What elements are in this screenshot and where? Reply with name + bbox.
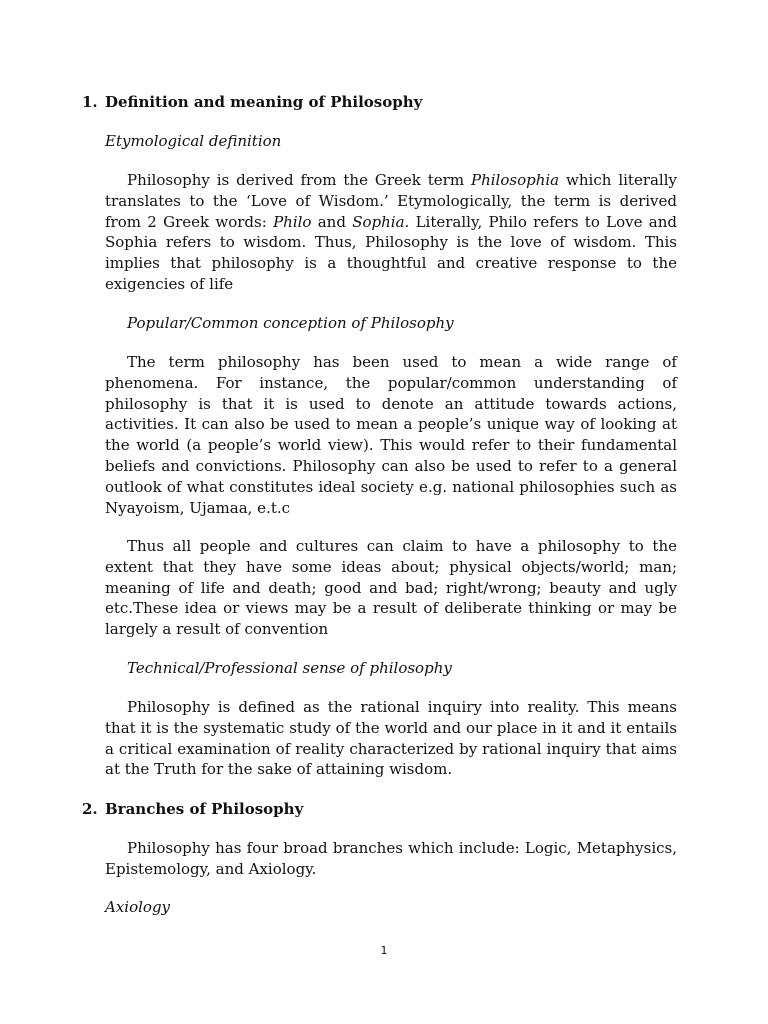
term-philosophia: Philosophia — [471, 171, 560, 189]
popular-paragraph-2: Thus all people and cultures can claim to have a philosophy to the extent that they have some ideas about; physical objects/world; man; meaning of life and death; good and bad; right/wrong; beauty and ugly etc.These idea or views may be a result of deliberate thinking or may be largely a result of convention — [105, 537, 677, 639]
popular-heading: Popular/Common conception of Philosophy — [127, 314, 454, 332]
etymological-heading: Etymological definition — [105, 132, 282, 150]
section-1-title: Definition and meaning of Philosophy — [105, 93, 423, 111]
section-1-number: 1. — [82, 93, 98, 111]
section-2-heading — [82, 799, 682, 819]
page-number: 1 — [380, 944, 388, 957]
etymological-text-1: Philosophy is derived from the Greek term — [127, 171, 471, 189]
section-2-number: 2. — [82, 800, 98, 818]
etymological-text-2: which literally translates to the ‘Love of Wisdom.’ Etymologically, the term is derived from 2 Greek words: — [105, 171, 678, 231]
section-2-title: Branches of Philosophy — [105, 800, 304, 818]
etymological-text-3: and — [311, 212, 353, 231]
branches-paragraph: Philosophy has four broad branches which include: Logic, Metaphysics, Epistemology, and Axiology. — [105, 839, 677, 878]
term-philo: Philo — [273, 212, 312, 231]
technical-heading: Technical/Professional sense of philosophy — [127, 659, 452, 677]
popular-paragraph-1: The term philosophy has been used to mean a wide range of phenomena. For instance, the popular/common understanding of philosophy is that it is used to denote an attitude towards actions, activities. It can also be used to mean a people’s unique way of looking at the world (a people’s world view). This would refer to their fundamental beliefs and convictions. Philosophy can also be used to refer to a general outlook of what constitutes ideal society e.g. national philosophies such as Nyayoism, Ujamaa, e.t.c — [105, 353, 677, 517]
etymological-paragraph — [105, 170, 677, 295]
section-1-heading — [82, 92, 682, 112]
axiology-heading: Axiology — [105, 898, 171, 916]
term-sophia: Sophia. — [352, 212, 410, 231]
technical-paragraph: Philosophy is defined as the rational inquiry into reality. This means that it is the systematic study of the world and our place in it and it entails a critical examination of reality characterized by rational inquiry that aims at the Truth for the sake of attaining wisdom. — [105, 698, 677, 779]
etymological-text-4: Literally, Philo refers to Love and Sophia refers to wisdom. Thus, Philosophy is the love of wisdom. This implies that philosophy is a thoughtful and creative response to the exigencies of life — [105, 212, 677, 293]
